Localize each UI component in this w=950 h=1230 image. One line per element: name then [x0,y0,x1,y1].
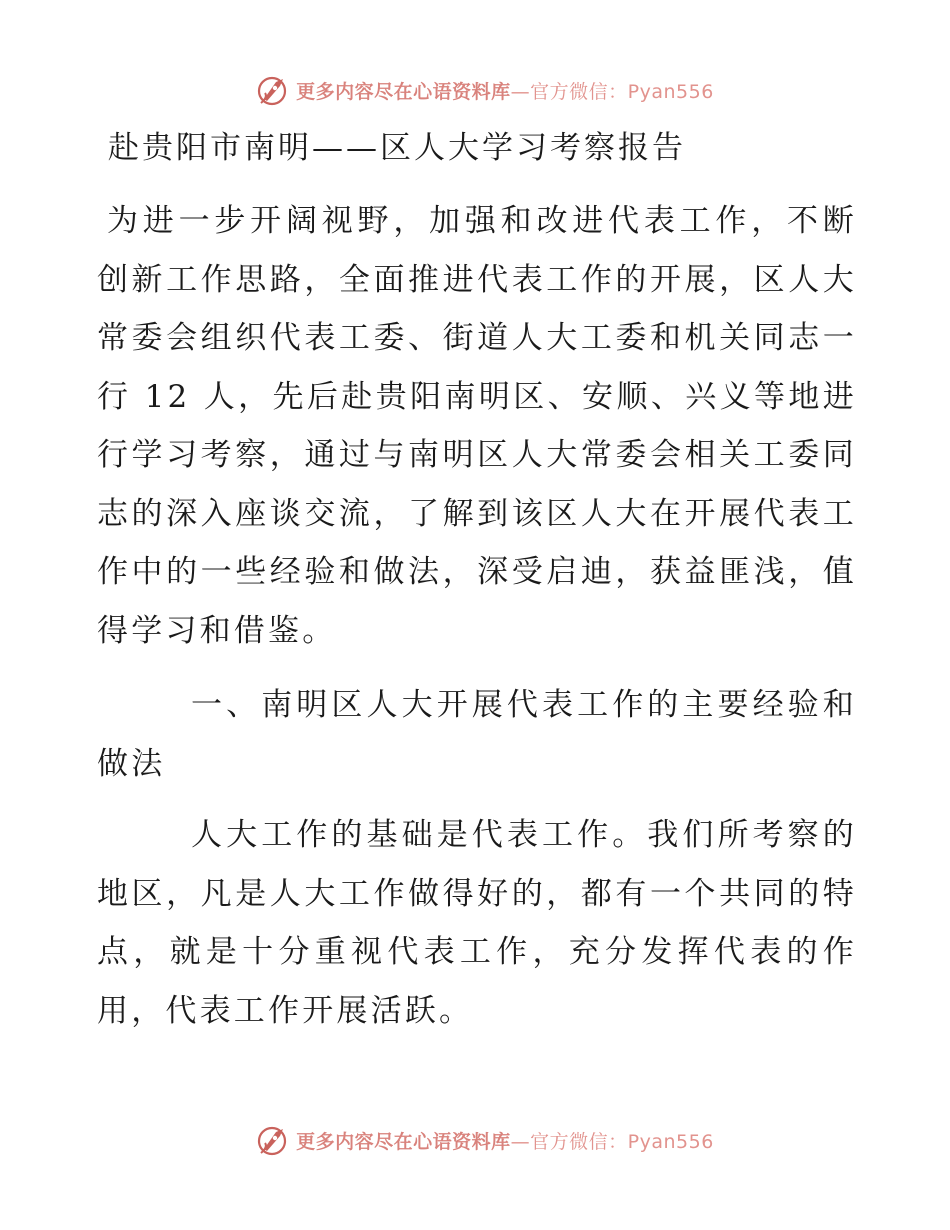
header-watermark-text [296,77,714,104]
watermark-suffix: 官方微信：Pyan556 [530,80,714,103]
footer-watermark-text [296,1127,714,1154]
pen-nib-logo-icon [256,1123,290,1157]
header-watermark-content [256,73,714,107]
pen-nib-logo-icon [256,73,290,107]
watermark-brand: 更多内容尽在心语资料库 [296,1130,511,1153]
footer-watermark [0,1118,950,1162]
watermark-suffix: 官方微信：Pyan556 [530,1130,714,1153]
paragraph-intro: 为进一步开阔视野，加强和改进代表工作，不断创新工作思路，全面推进代表工作的开展，区人大常委会组织代表工委、街道人大工委和机关同志一行 12 人，先后赴贵阳南明区、安顺、兴义等地进行学习考察，通过与南明区人大常委会相关工委同志的深入座谈交流，了解到该区人大在开展代表工作中的一些经验和做法，深受启迪，获益匪浅，值得学习和借鉴。 [97,203,857,649]
section-heading: 一、南明区人大开展代表工作的主要经验和做法 [97,687,857,782]
watermark-brand: 更多内容尽在心语资料库 [296,80,511,103]
watermark-dash: — [510,1130,531,1153]
watermark-dash: — [510,80,531,103]
footer-watermark-content [256,1123,714,1157]
paragraph-body: 人大工作的基础是代表工作。我们所考察的地区，凡是人大工作做得好的，都有一个共同的特点，就是十分重视代表工作，充分发挥代表的作用，代表工作开展活跃。 [97,817,857,1029]
page-title: 赴贵阳市南明——区人大学习考察报告 [108,130,686,166]
header-watermark [0,68,950,112]
